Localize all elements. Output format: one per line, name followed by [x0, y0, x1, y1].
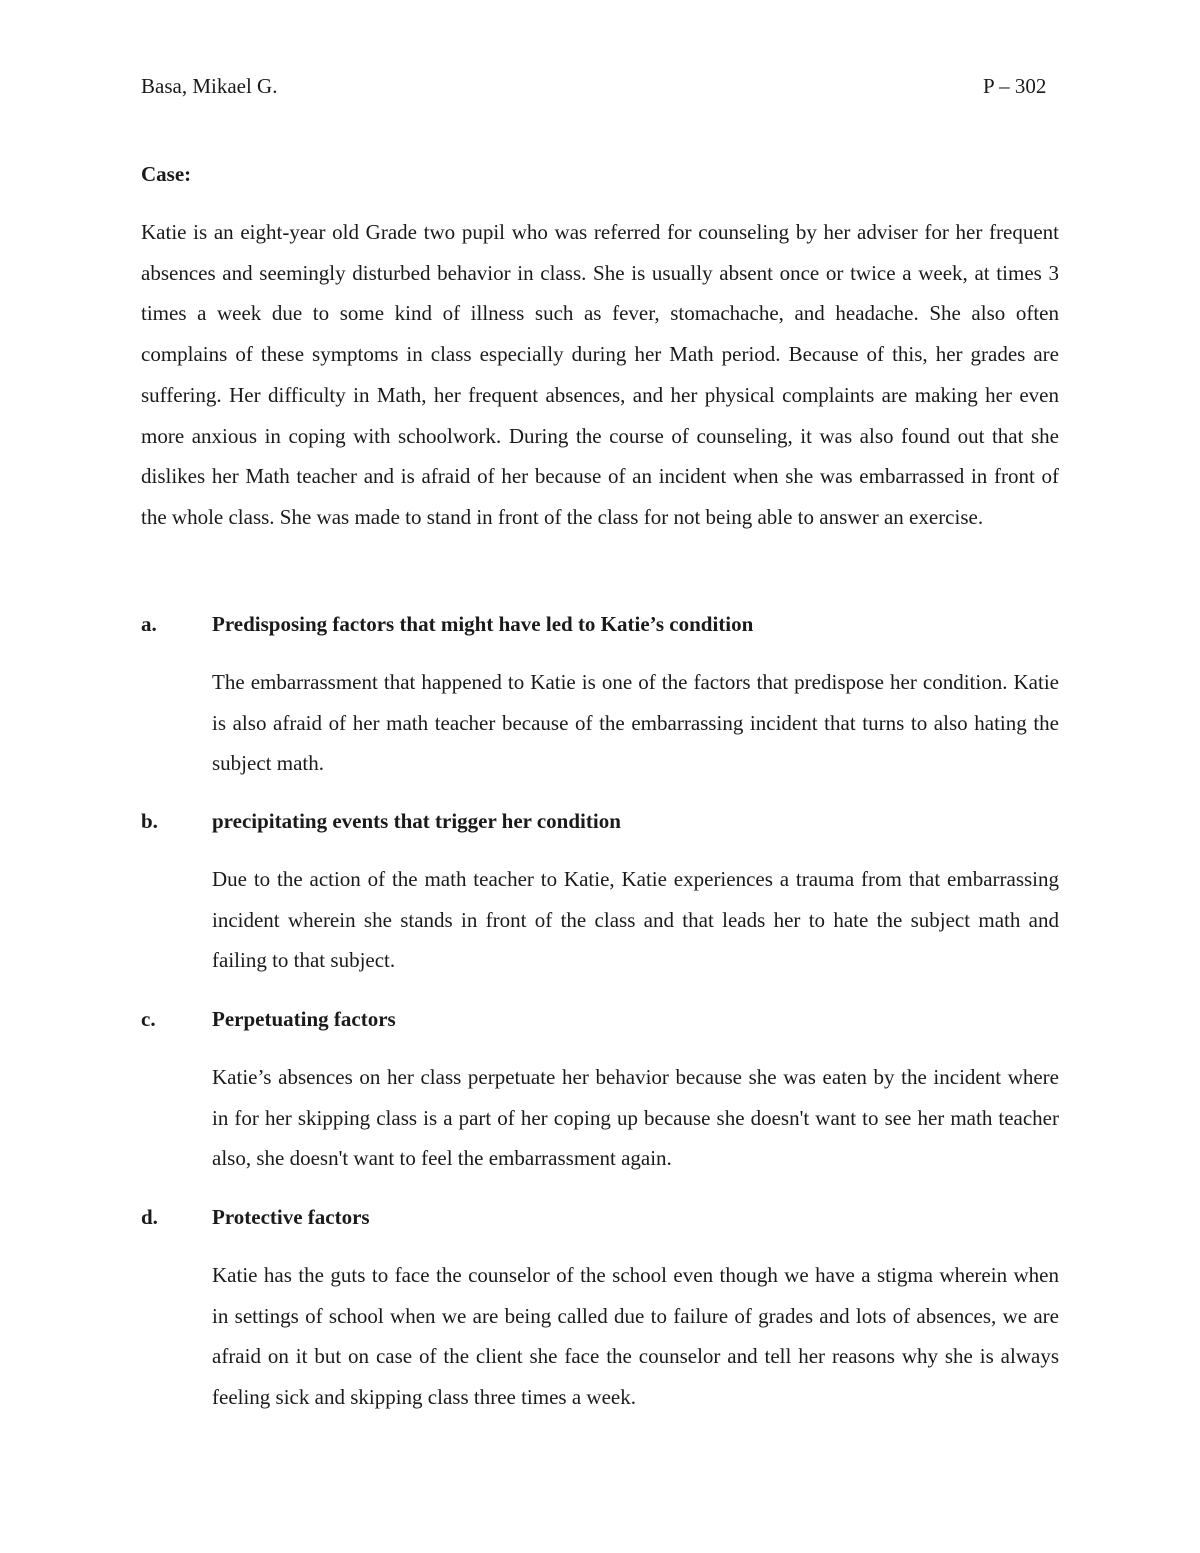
section-b-body: Due to the action of the math teacher to Katie, Katie experiences a trauma from that embarrassing incident wherein she stands in front of the class and that leads her to hate the subject math and failing to that subject. — [212, 867, 1059, 972]
course-code: P – 302 — [983, 74, 1047, 98]
case-label: Case: — [141, 162, 192, 186]
section-d-letter: d. — [141, 1205, 158, 1229]
section-a-letter: a. — [141, 612, 157, 636]
author-name: Basa, Mikael G. — [141, 74, 278, 98]
section-c-body: Katie’s absences on her class perpetuate her behavior because she was eaten by the incident where in for her skipping class is a part of her coping up because she doesn't want to see her math teacher also, she doesn't want to feel the embarrassment again. — [212, 1065, 1059, 1170]
section-a-title: Predisposing factors that might have led to Katie’s condition — [212, 612, 754, 636]
section-d-title: Protective factors — [212, 1205, 370, 1229]
section-a-body: The embarrassment that happened to Katie is one of the factors that predispose her condition. Katie is also afraid of her math teacher because of the embarrassing incident that turns to also hating the subject math. — [212, 670, 1059, 775]
case-paragraph: Katie is an eight-year old Grade two pupil who was referred for counseling by her adviser for her frequent absences and seemingly disturbed behavior in class. She is usually absent once or twice a week, at times 3 times a week due to some kind of illness such as fever, stomachache, and headache. She also often complains of these symptoms in class especially during her Math period. Because of this, her grades are suffering. Her difficulty in Math, her frequent absences, and her physical complaints are making her even more anxious in coping with schoolwork. During the course of counseling, it was also found out that she dislikes her Math teacher and is afraid of her because of an incident when she was embarrassed in front of the whole class. She was made to stand in front of the class for not being able to answer an exercise. — [141, 220, 1059, 529]
section-c-letter: c. — [141, 1007, 156, 1031]
section-b-title: precipitating events that trigger her condition — [212, 809, 621, 833]
section-c-title: Perpetuating factors — [212, 1007, 396, 1031]
section-d-body: Katie has the guts to face the counselor of the school even though we have a stigma wherein when in settings of school when we are being called due to failure of grades and lots of absences, we are afraid on it but on case of the client she face the counselor and tell her reasons why she is always feeling sick and skipping class three times a week. — [212, 1263, 1059, 1409]
section-b-letter: b. — [141, 809, 158, 833]
